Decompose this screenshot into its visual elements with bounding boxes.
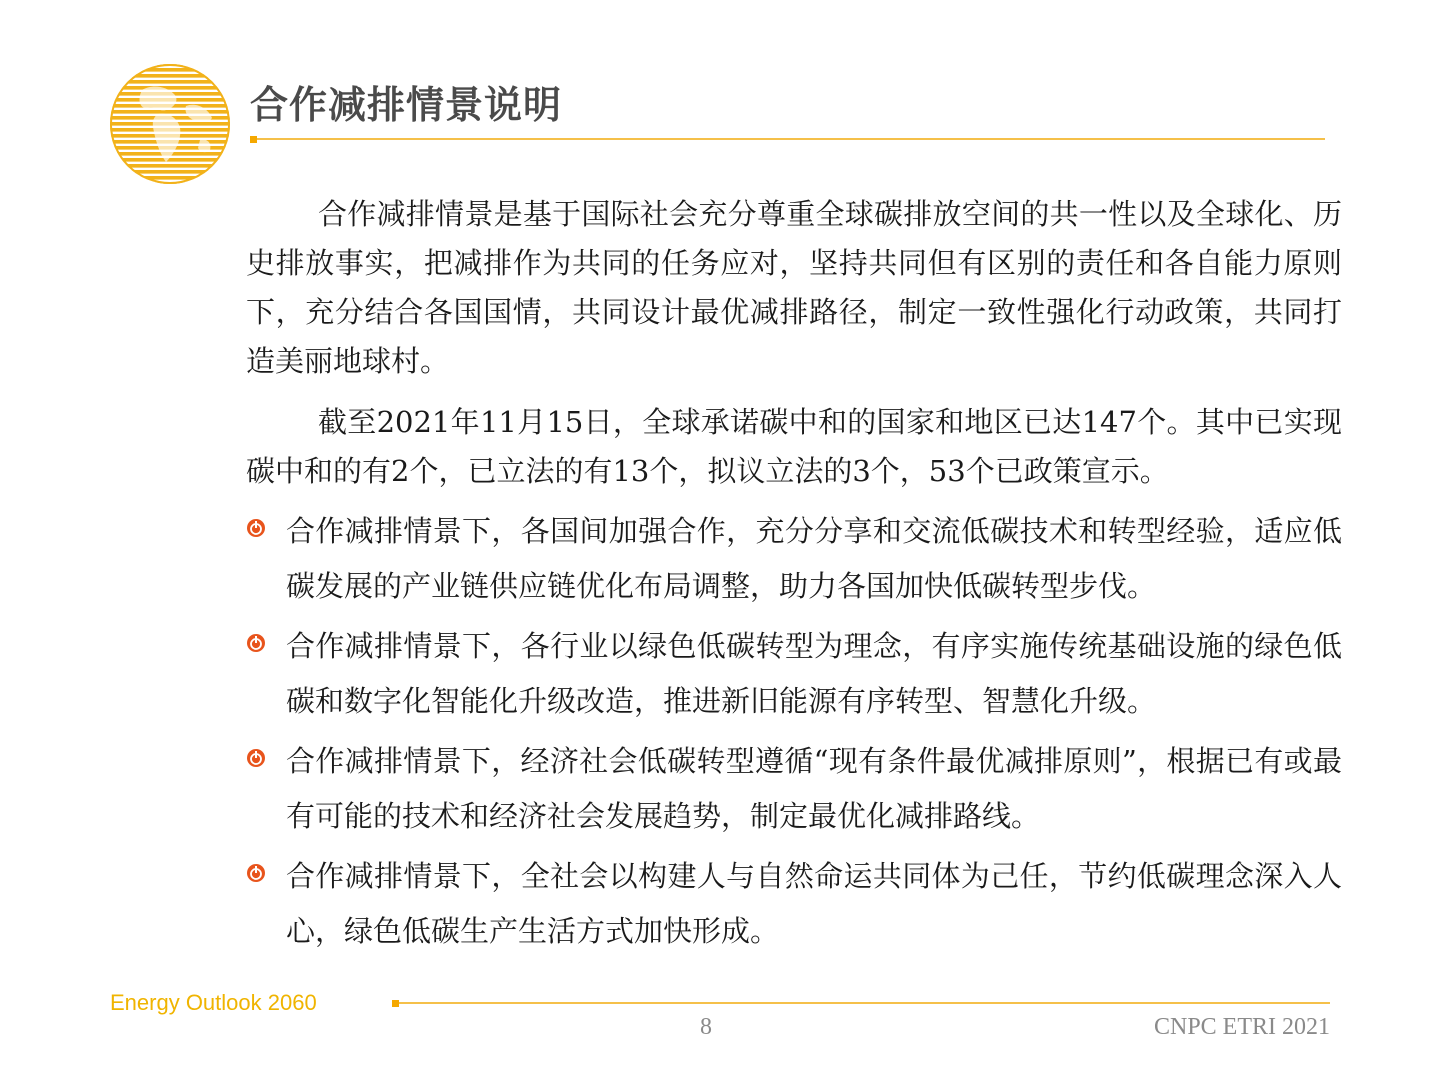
power-bullet-icon	[246, 734, 286, 772]
title-rule	[257, 138, 1325, 140]
list-item	[246, 619, 1342, 729]
bullet-text: 合作减排情景下，各国间加强合作，充分分享和交流低碳技术和转型经验，适应低碳发展的产业链供应链优化布局调整，助力各国加快低碳转型步伐。	[286, 514, 1342, 603]
list-item	[246, 504, 1342, 614]
footer-organization: CNPC ETRI 2021	[1153, 1014, 1330, 1040]
page-number: 8	[700, 1014, 712, 1040]
bullet-text: 合作减排情景下，全社会以构建人与自然命运共同体为己任，节约低碳理念深入人心，绿色低碳生产生活方式加快形成。	[286, 859, 1342, 948]
footer-rule	[399, 1002, 1330, 1004]
list-item	[246, 734, 1342, 844]
list-item	[246, 849, 1342, 959]
globe-logo-icon	[108, 62, 232, 186]
title-rule-marker	[250, 136, 257, 143]
footer-rule-marker	[392, 1000, 399, 1007]
power-bullet-icon	[246, 504, 286, 542]
bullet-text: 合作减排情景下，经济社会低碳转型遵循“现有条件最优减排原则”，根据已有或最有可能的技术和经济社会发展趋势，制定最优化减排路线。	[286, 744, 1342, 833]
slide-title: 合作减排情景说明	[250, 83, 563, 127]
footer-report-name: Energy Outlook 2060	[110, 990, 317, 1015]
status-paragraph: 截至2021年11月15日，全球承诺碳中和的国家和地区已达147个。其中已实现碳中和的有2个，已立法的有13个，拟议立法的3个，53个已政策宣示。	[246, 405, 1342, 488]
bullet-text: 合作减排情景下，各行业以绿色低碳转型为理念，有序实施传统基础设施的绿色低碳和数字化智能化升级改造，推进新旧能源有序转型、智慧化升级。	[286, 629, 1342, 718]
power-bullet-icon	[246, 849, 286, 887]
power-bullet-icon	[246, 619, 286, 657]
intro-paragraph: 合作减排情景是基于国际社会充分尊重全球碳排放空间的共一性以及全球化、历史排放事实，把减排作为共同的任务应对，坚持共同但有区别的责任和各自能力原则下，充分结合各国国情，共同设计最优减排路径，制定一致性强化行动政策，共同打造美丽地球村。	[246, 197, 1342, 378]
